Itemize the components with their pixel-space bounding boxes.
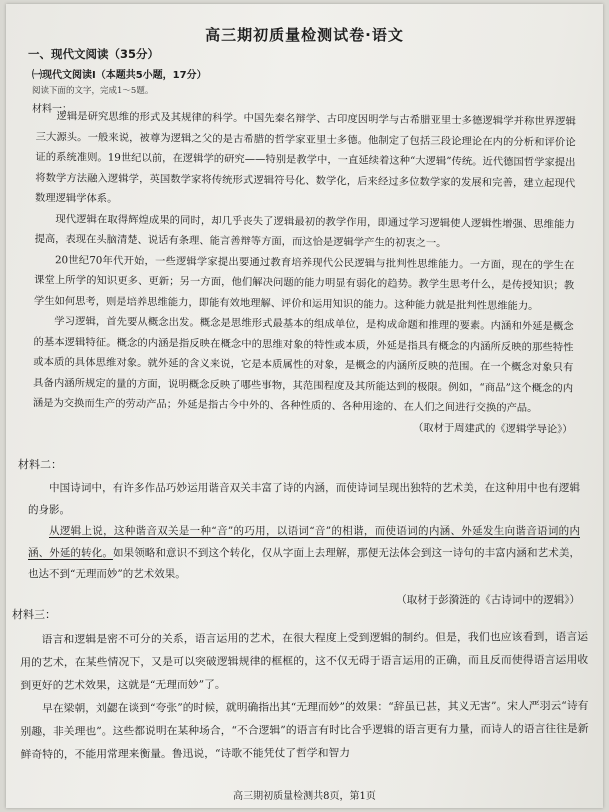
material1-paragraph: 现代逻辑在取得辉煌成果的同时，却几乎丧失了逻辑最初的教学作用，即通过学习逻辑使人逻辑性增强、思维能力提高，表现在头脑清楚、说话有条理、能言善辩等方面，而这恰是逻辑学产生的初衷之一。 bbox=[34, 212, 575, 250]
material2-source: （取材于彭漪涟的《古诗词中的逻辑》） bbox=[396, 593, 580, 606]
page-footer: 高三期初质量检测共8页，第1页 bbox=[233, 791, 376, 802]
material1-paragraph: 学习逻辑，首先要从概念出发。概念是思维形式最基本的组成单位，是构成命题和推理的要素。内涵和外延是概念的基本逻辑特征。概念的内涵是指反映在概念中的思维对象的特性或本质，外延是指具有概念的内涵所反映的那些特性或本质的具体思维对象。就外延的含义来说，它是本质属性的对象，是概念的内涵所反映的范围。在一个概念对象只有具备内涵所规定的量的方面，说明概念反映了哪些事物，其范围程度及其所能达到的极限。例如，“商品”这个概念的内涵是为交换而生产的劳动产品；外延是指古今中外的、各种性质的、各种用途的、在人们之间进行交换的产品。 bbox=[32, 315, 574, 415]
material1-body bbox=[33, 106, 576, 440]
material1-paragraph: 20世纪70年代开始，一些逻辑学家提出要通过教育培养现代公民逻辑与批判性思维能力。一方面，现在的学生在课堂上所学的知识更多、更新；另一方面，他们解决问题的能力明显有弱化的趋势。教学生思考什么，是传授知识；教学生如何思考，则是培养思维能力，即能有效地理解、评价和运用知识的能力。这种能力就是批判性思维能力。 bbox=[33, 253, 575, 312]
underlined-sentence: 从逻辑上说，这种谐音双关是一种“音”的巧用，以语词“音”的相谐，而使语词的内涵、外延发生向谐音语词的内涵、外延的转化。 bbox=[28, 525, 580, 559]
material3-label: 材料三： bbox=[12, 608, 56, 621]
instruction-text: 阅读下面的文字，完成1～5题。 bbox=[32, 86, 154, 96]
material3-paragraph: 语言和逻辑是密不可分的关系，语言运用的艺术，在很大程度上受到逻辑的制约。但是，我们也应该看到，语言运用的艺术，在某些情况下，又是可以突破逻辑规律的框框的，这不仅无碍于语言运用的正确，而且反而使得语言运用收到更好的艺术效果，这就是“无理而妙”了。 bbox=[20, 630, 589, 692]
material3-paragraph: 早在梁朝，刘勰在谈到“夸张”的时候，就明确指出其“无理而妙”的效果：“辞虽已甚，其义无害”。宋人严羽云“诗有别趣，非关理也”。这些都说明在某种场合，“不合逻辑”的语言有时比合乎逻辑的语言更有力量，而诗人的语言往往是新鲜奇特的，不能用常理来衡量。鲁迅说，“诗歌不能凭仗了哲学和智力 bbox=[20, 699, 589, 761]
material2-label: 材料二： bbox=[18, 458, 62, 471]
page-title: 高三期初质量检测试卷·语文 bbox=[205, 26, 404, 44]
material2-paragraph: 中国诗词中，有许多作品巧妙运用谐音双关丰富了诗的内涵，而使诗词呈现出独特的艺术美，在这种用中也有逻辑的身影。 bbox=[28, 482, 580, 516]
material3-body bbox=[20, 625, 589, 766]
material2-paragraph bbox=[28, 521, 580, 586]
material1-label: 材料一： bbox=[32, 104, 72, 115]
material2-sentence: 如果领略和意识不到这个转化，仅从字面上去理解，那便无法体会到这一诗句的丰富内涵和艺术美，也达不到“无理而妙”的艺术效果。 bbox=[28, 546, 581, 580]
material1-source: （取材于周建武的《逻辑学导论》） bbox=[412, 421, 573, 436]
subsection-heading: ㈠现代文阅读Ⅰ（本题共5小题，17分） bbox=[32, 70, 207, 81]
material1-paragraph: 逻辑是研究思维的形式及其规律的科学。中国先秦名辩学、古印度因明学与古希腊亚里士多德逻辑学并称世界逻辑三大源头。一般来说，被尊为逻辑之父的是古希腊的哲学家亚里士多德。他制定了包括三段论理论在内的分析和评价论证的系统准则。19世纪以前，在逻辑学的研究——特别是教学中，一直延续着这种“大逻辑”传统。近代德国哲学家提出将数学方法融入逻辑学，英国数学家将传统形式逻辑符号化、数学化，后来经过多位数学家的发展和完善，建立起现代数理逻辑学体系。 bbox=[34, 110, 576, 205]
exam-page bbox=[6, 4, 603, 808]
section-heading: 一、现代文阅读（35分） bbox=[28, 47, 160, 61]
material2-body bbox=[28, 478, 580, 611]
